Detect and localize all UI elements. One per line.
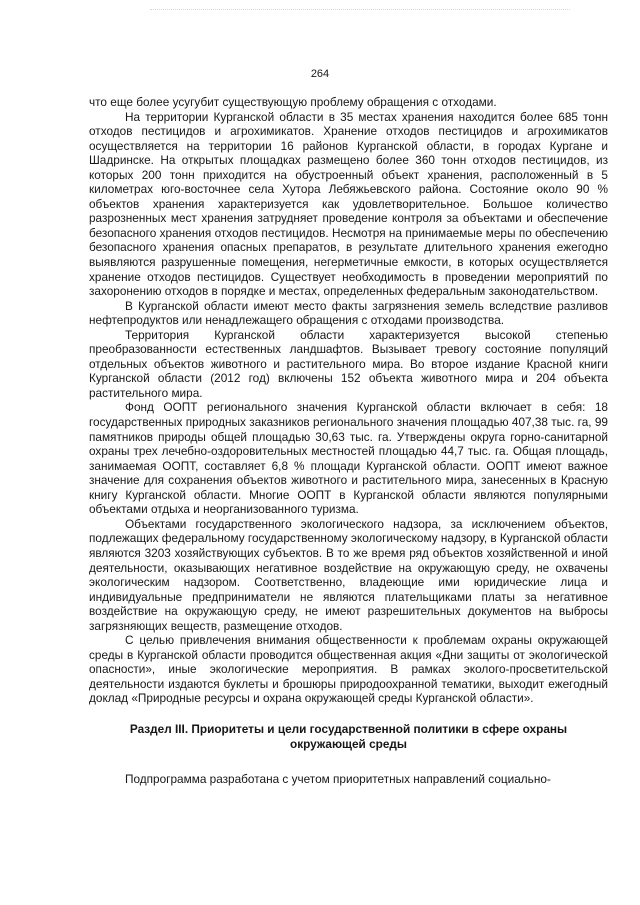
paragraph-land-pollution: В Курганской области имеют место факты загрязнения земель вследствие разливов нефтепродуктов или ненадлежащего обращения с отходами производства. bbox=[89, 298, 608, 328]
paragraph-ecological-supervision: Объектами государственного экологического надзора, за исключением объектов, подлежащих федеральному государственному экологическому надзору, в Курганской области являются 3203 хозяйствующих субъектов. В то же время ряд объектов хозяйственной и иной деятельности, оказывающих негативное воздействие на окружающую среду, не охвачены экологическим надзором. Соответственно, владеющие ими юридические лица и индивидуальные предприниматели не являются плательщиками платы за негативное воздействие на окружающую среду, не имеют разрешительных документов на выбросы загрязняющих веществ, размещение отходов. bbox=[89, 516, 608, 633]
paragraph-public-awareness: С целью привлечения внимания общественности к проблемам охраны окружающей среды в Курганской области проводится общественная акция «Дни защиты от экологической опасности», иные экологические мероприятия. В рамках эколого-просветительской деятельности издаются буклеты и брошюры природоохранной тематики, выходит ежегодный доклад «Природные ресурсы и охрана окружающей среды Курганской области». bbox=[89, 633, 608, 706]
paragraph-landscapes: Территория Курганской области характеризуется высокой степенью преобразованности естественных ландшафтов. Вызывает тревогу состояние популяций отдельных объектов животного и растительного мира. Во второе издание Красной книги Курганской области (2012 год) включены 152 объекта животного мира и 204 объекта растительного мира. bbox=[89, 327, 608, 400]
page-number: 264 bbox=[310, 68, 330, 80]
paragraph-pesticide-waste: На территории Курганской области в 35 местах хранения находится более 685 тонн отходов пестицидов и агрохимикатов. Хранение отходов пестицидов и агрохимикатов осуществляется на территории 16 районов Курганской области, в городах Кургане и Шадринске. На открытых площадках размещено более 360 тонн отходов пестицидов, из которых 200 тонн приходится на обустроенный объект хранения, расположенный в 5 километрах юго-восточнее села Хутора Лебяжьевского района. Состояние около 90 % объектов хранения характеризуется как удовлетворительное. Большое количество разрозненных мест хранения затрудняет проведение контроля за объектами и обеспечение безопасного хранения отходов пестицидов. Несмотря на принимаемые меры по обеспечению безопасного хранения опасных препаратов, в результате длительного хранения ежегодно выявляются разрушенные помещения, негерметичные емкости, в которых осуществляется хранение отходов пестицидов. Существует необходимость в проведении мероприятий по захоронению отходов в порядке и местах, определенных федеральным законодательством. bbox=[89, 109, 608, 299]
paragraph-continuation: что еще более усугубит существующую проблему обращения с отходами. bbox=[89, 95, 497, 109]
document-body bbox=[89, 95, 608, 787]
paragraph-protected-areas: Фонд ООПТ регионального значения Курганской области включает в себя: 18 государственных природных заказников регионального значения площадью 407,38 тыс. га, 99 памятников природы общей площадью 30,63 тыс. га. Утверждены округа горно-санитарной охраны трех лечебно-оздоровительных местностей площадью 44,7 тыс. га. Общая площадь, занимаемая ООПТ, составляет 6,8 % площади Курганской области. ООПТ имеют важное значение для сохранения объектов животного и растительного мира, занесенных в Красную книгу Курганской области. Многие ООПТ в Курганской области являются популярными объектами отдыха и неорганизованного туризма. bbox=[89, 400, 608, 517]
paragraph-subprogram-start: Подпрограмма разработана с учетом приоритетных направлений социально- bbox=[125, 771, 551, 786]
section-heading: Раздел III. Приоритеты и цели государственной политики в сфере охраны окружающей среды bbox=[129, 721, 568, 751]
scan-artifact-line bbox=[150, 9, 570, 11]
